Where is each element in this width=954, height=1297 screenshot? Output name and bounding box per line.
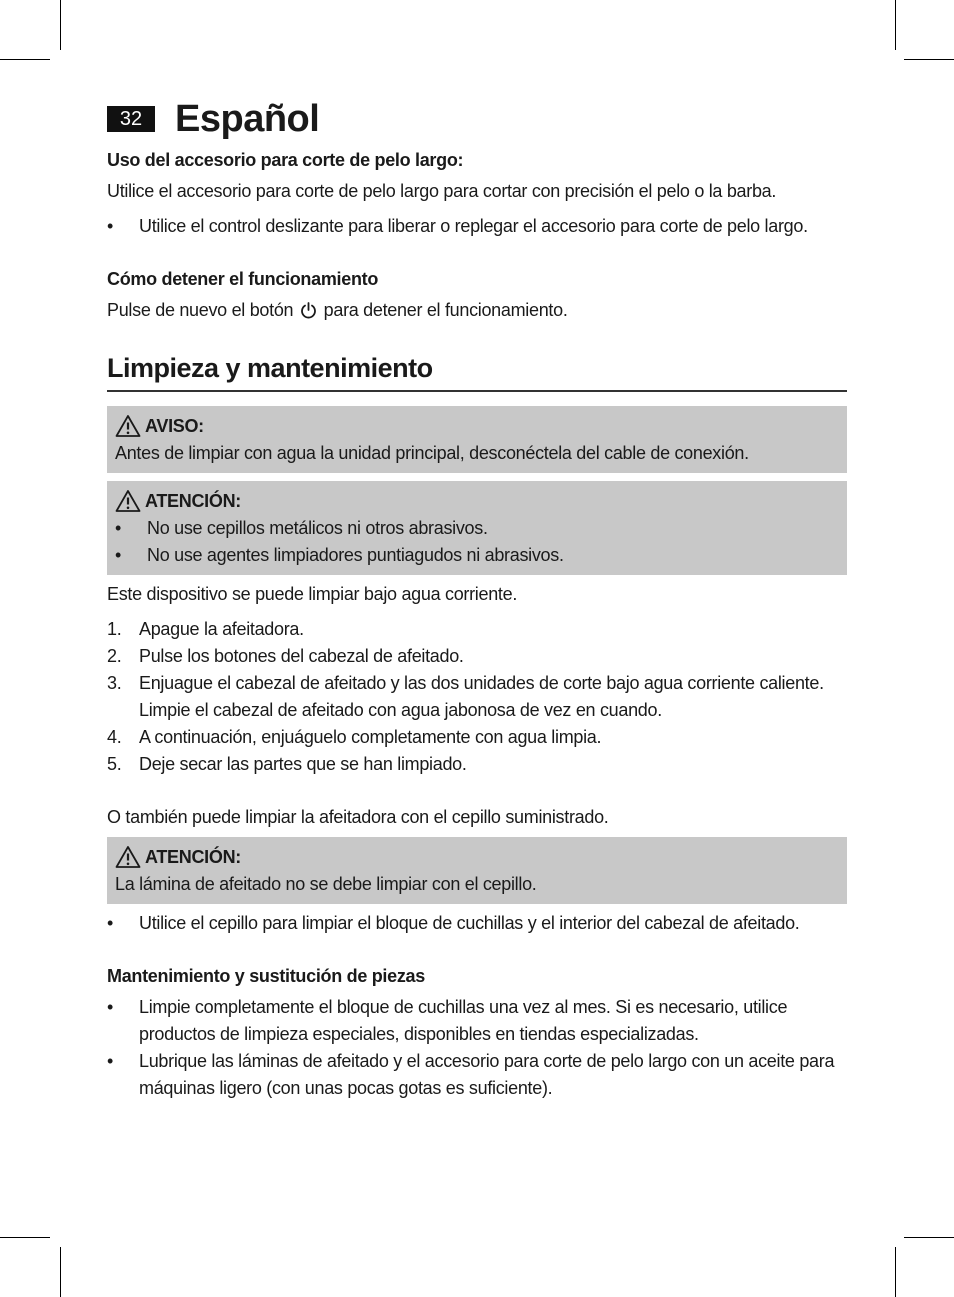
list-item: 2. Pulse los botones del cabezal de afeitado. [107, 646, 464, 666]
brush-bullets [107, 910, 847, 937]
attention-box [107, 837, 847, 904]
stop-text: Pulse de nuevo el botón para detener el funcionamiento. [107, 297, 847, 327]
warning-icon [115, 845, 141, 869]
section-title: Limpieza y mantenimiento [107, 353, 847, 392]
list-item: • Utilice el cepillo para limpiar el bloque de cuchillas y el interior del cabezal de afeitado. [107, 913, 800, 933]
warning-icon [115, 489, 141, 513]
cleaning-steps [107, 616, 847, 778]
crop-mark [904, 1237, 954, 1238]
attention-label: ATENCIÓN: [145, 491, 241, 511]
warning-box [107, 406, 847, 473]
attention-bullets [115, 515, 839, 569]
attention-box [107, 481, 847, 575]
language-title: Español [175, 97, 320, 140]
warning-label: AVISO: [145, 416, 204, 436]
list-item: • No use agentes limpiadores puntiagudos ni abrasivos. [115, 545, 564, 565]
list-item: • Limpie completamente el bloque de cuchillas una vez al mes. Si es necesario, utilice productos de limpieza especiales, disponibles en tiendas especializadas. [107, 997, 788, 1044]
long-hair-intro: Utilice el accesorio para corte de pelo largo para cortar con precisión el pelo o la barba. [107, 181, 777, 201]
maintenance-bullets [107, 994, 847, 1102]
stop-heading: Cómo detener el funcionamiento [107, 269, 379, 289]
list-item: 3. Enjuague el cabezal de afeitado y las dos unidades de corte bajo agua corriente caliente. Limpie el cabezal de afeitado con agua jabonosa de vez en cuando. [107, 673, 824, 720]
power-icon [300, 300, 317, 327]
page-header [107, 97, 847, 141]
list-item: 4. A continuación, enjuáguelo completamente con agua limpia. [107, 727, 602, 747]
attention-text: La lámina de afeitado no se debe limpiar con el cepillo. [115, 874, 537, 894]
warning-text: Antes de limpiar con agua la unidad principal, desconéctela del cable de conexión. [115, 443, 749, 463]
crop-mark [895, 0, 896, 50]
crop-mark [0, 1237, 50, 1238]
maintenance-heading: Mantenimiento y sustitución de piezas [107, 966, 425, 986]
crop-mark [0, 59, 50, 60]
list-item: • Utilice el control deslizante para liberar o replegar el accesorio para corte de pelo largo. [107, 216, 808, 236]
list-item: • No use cepillos metálicos ni otros abrasivos. [115, 518, 488, 538]
page-number: 32 [107, 106, 155, 132]
crop-mark [895, 1247, 896, 1297]
crop-mark [904, 59, 954, 60]
crop-mark [60, 1247, 61, 1297]
long-hair-bullets [107, 213, 847, 240]
crop-mark [60, 0, 61, 50]
list-item: • Lubrique las láminas de afeitado y el accesorio para corte de pelo largo con un aceite para máquinas ligero (con unas pocas gotas es suficiente). [107, 1051, 835, 1098]
warning-icon [115, 414, 141, 438]
list-item: 1. Apague la afeitadora. [107, 619, 304, 639]
list-item: 5. Deje secar las partes que se han limpiado. [107, 754, 467, 774]
attention-label: ATENCIÓN: [145, 847, 241, 867]
brush-intro: O también puede limpiar la afeitadora con el cepillo suministrado. [107, 807, 609, 827]
long-hair-heading: Uso del accesorio para corte de pelo largo: [107, 150, 464, 170]
page-content [107, 97, 847, 1102]
water-intro: Este dispositivo se puede limpiar bajo agua corriente. [107, 584, 518, 604]
